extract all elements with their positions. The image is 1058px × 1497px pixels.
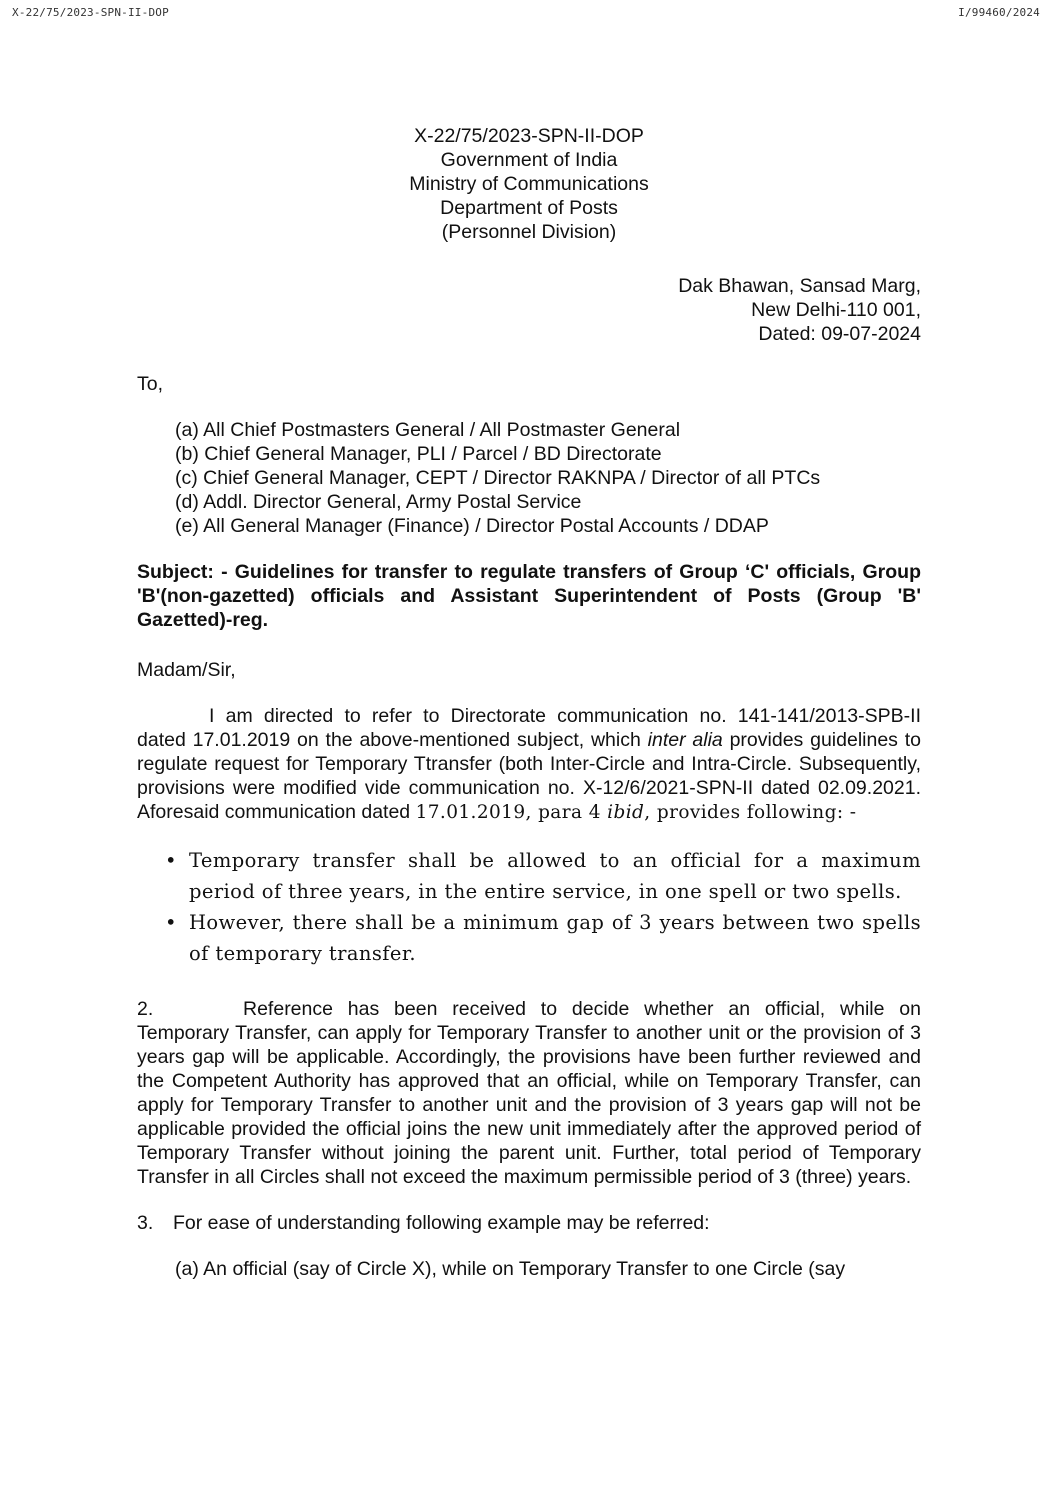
- ministry-name: Ministry of Communications: [409, 173, 649, 195]
- recipient-item: (e) All General Manager (Finance) / Director Postal Accounts / DDAP: [175, 515, 769, 537]
- recipient-list: [137, 418, 921, 538]
- bullet-item: • However, there shall be a minimum gap of 3 years between two spells of temporary transfer.: [165, 907, 921, 969]
- subject-line: Subject: - Guidelines for transfer to regulate transfers of Group ‘C' officials, Group 'B'(non-gazetted) officials and Assistant Superintendent of Posts (Group 'B' Gazetted)-reg.: [137, 561, 921, 631]
- letter-body: [137, 124, 921, 1281]
- letter-date: Dated: 09-07-2024: [758, 323, 921, 345]
- government-name: Government of India: [440, 149, 618, 171]
- file-number: X-22/75/2023-SPN-II-DOP: [414, 125, 644, 147]
- paragraph-1: [137, 704, 921, 825]
- address-line-1: Dak Bhawan, Sansad Marg,: [678, 275, 921, 297]
- para2-number: 2.: [137, 998, 154, 1020]
- para1-serif-part2: , provides following: -: [644, 802, 857, 823]
- department-name: Department of Posts: [440, 197, 618, 219]
- salutation: Madam/Sir,: [137, 659, 236, 681]
- recipient-item: (d) Addl. Director General, Army Postal Service: [175, 491, 582, 513]
- para2-text: Reference has been received to decide whether an official, while on Temporary Transfer, can apply for Temporary Transfer to another unit or the provision of 3 years gap will be applicable. Accordingly, the provisions have been further reviewed and the Competent Authority has approved that an official, while on Temporary Transfer, can apply for Temporary Transfer to another unit and the provision of 3 years gap will not be applicable provided the official joins the new unit immediately after the approved period of Temporary Transfer without joining the parent unit. Further, total period of Temporary Transfer in all Circles shall not exceed the maximum permissible period of 3 (three) years.: [137, 998, 921, 1188]
- division-name: (Personnel Division): [441, 221, 617, 243]
- recipient-item: (b) Chief General Manager, PLI / Parcel / BD Directorate: [175, 443, 662, 465]
- letter-header: [137, 124, 921, 244]
- bullet-item: • Temporary transfer shall be allowed to an official for a maximum period of three years, in the entire service, in one spell or two spells.: [165, 845, 921, 907]
- address-line-2: New Delhi-110 001,: [751, 299, 921, 321]
- para3-text: For ease of understanding following example may be referred:: [173, 1212, 710, 1234]
- bullet-dot-icon: •: [165, 911, 177, 934]
- example-a: (a) An official (say of Circle X), while on Temporary Transfer to one Circle (say: [175, 1258, 846, 1280]
- para1-italic-phrase: inter alia: [647, 729, 723, 751]
- paragraph-2: [137, 997, 921, 1189]
- para1-serif-part1: 17.01.2019, para 4: [415, 802, 608, 823]
- para1-serif-italic: ibid: [607, 802, 645, 823]
- margin-file-reference: X-22/75/2023-SPN-II-DOP: [12, 6, 169, 19]
- bullet-dot-icon: •: [165, 849, 177, 872]
- provision-bullets: [137, 845, 921, 969]
- recipient-item: (c) Chief General Manager, CEPT / Director RAKNPA / Director of all PTCs: [175, 467, 821, 489]
- paragraph-3: [137, 1211, 921, 1235]
- para3-number: 3.: [137, 1212, 154, 1234]
- para1-text-part1: I am directed to refer to Directorate communication no. 141-141/2013-SPB-II dated 17.01.2019 on the above-mentioned subject, which: [137, 705, 921, 751]
- para1-text-part2: provides guidelines to regulate request for Temporary Ttransfer (both Inter-Circle and Intra-Circle. Subsequently, provisions were modified vide communication no. X-12/6/2021-SPN-II dated 02.09.2021. Aforesaid communication dated: [137, 729, 921, 823]
- recipient-item: (a) All Chief Postmasters General / All Postmaster General: [175, 419, 681, 441]
- to-label: To,: [137, 373, 164, 395]
- margin-receipt-number: I/99460/2024: [958, 6, 1040, 19]
- sender-address: [137, 274, 921, 346]
